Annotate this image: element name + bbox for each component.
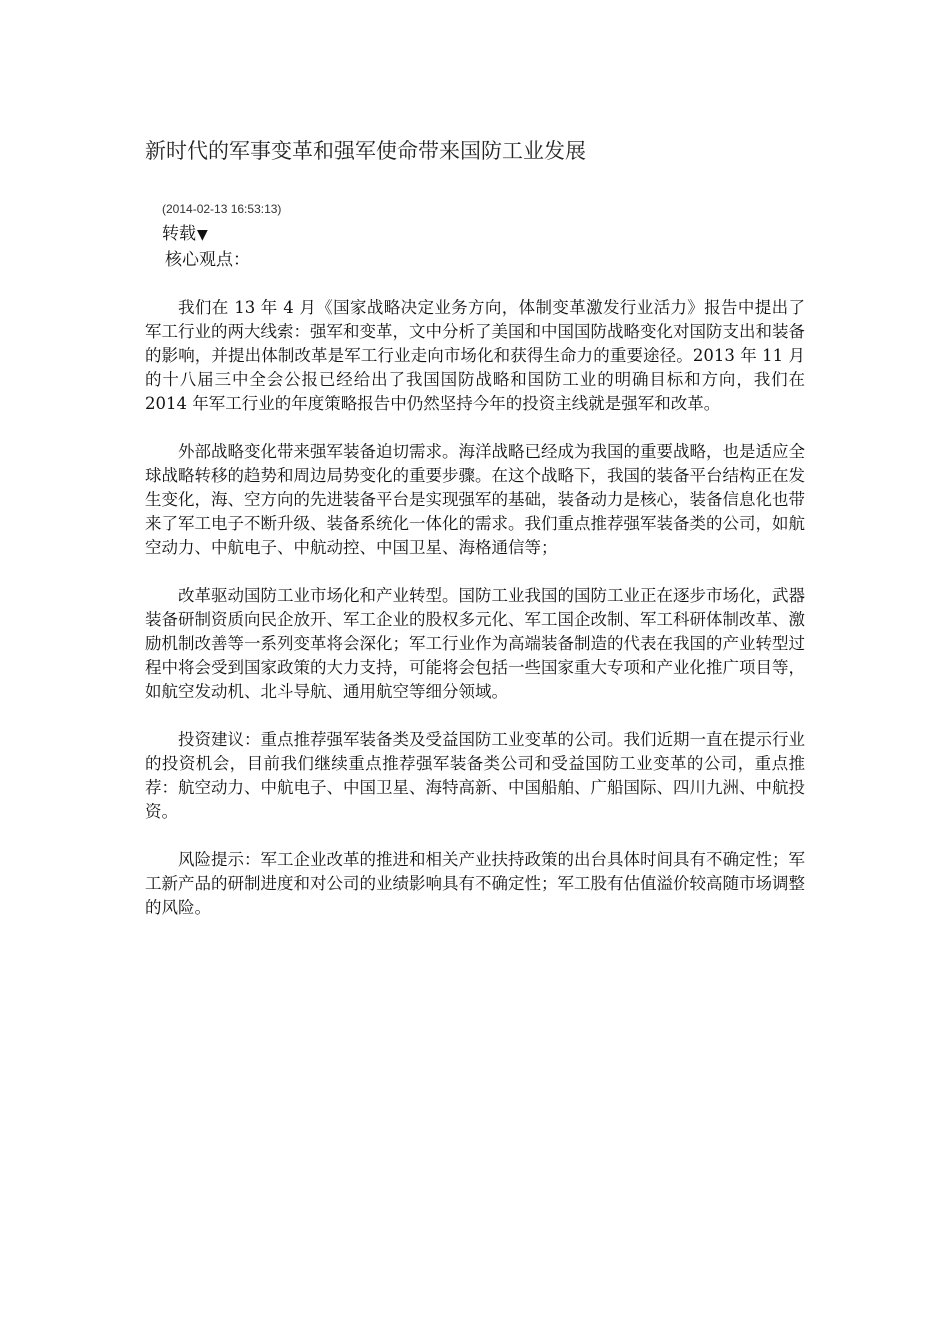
- article-title: 新时代的军事变革和强军使命带来国防工业发展: [145, 139, 586, 163]
- paragraph-reform: 改革驱动国防工业市场化和产业转型。国防工业我国的国防工业正在逐步市场化，武器装备研制资质向民企放开、军工企业的股权多元化、军工国企改制、军工科研体制改革、激励机制改善等一系列变革将会深化；军工行业作为高端装备制造的代表在我国的产业转型过程中将会受到国家政策的大力支持，可能将会包括一些国家重大专项和产业化推广项目等，如航空发动机、北斗导航、通用航空等细分领域。: [145, 586, 805, 701]
- repost-label: 转载: [162, 224, 196, 244]
- article-body: [145, 296, 805, 944]
- article-timestamp: (2014-02-13 16:53:13): [162, 202, 282, 216]
- core-viewpoint-label: 核心观点：: [165, 250, 250, 270]
- repost-toggle[interactable]: [162, 222, 208, 247]
- paragraph-strategy: 我们在 13 年 4 月《国家战略决定业务方向，体制变革激发行业活力》报告中提出了军工行业的两大线索：强军和变革，文中分析了美国和中国国防战略变化对国防支出和装备的影响，并提出体制改革是军工行业走向市场化和获得生命力的重要途径。2013 年 11 月的十八届三中全会公报已经给出了我国国防战略和国防工业的明确目标和方向，我们在 2014 年军工行业的年度策略报告中仍然坚持今年的投资主线就是强军和改革。: [145, 298, 805, 413]
- paragraph-risk-warning: 风险提示：军工企业改革的推进和相关产业扶持政策的出台具体时间具有不确定性；军工新产品的研制进度和对公司的业绩影响具有不确定性；军工股有估值溢价较高随市场调整的风险。: [145, 850, 805, 917]
- triangle-down-icon: ▼: [197, 227, 208, 243]
- paragraph-investment-advice: 投资建议：重点推荐强军装备类及受益国防工业变革的公司。我们近期一直在提示行业的投资机会，目前我们继续重点推荐强军装备类公司和受益国防工业变革的公司，重点推荐：航空动力、中航电子、中国卫星、海特高新、中国船舶、广船国际、四川九洲、中航投资。: [145, 730, 805, 821]
- paragraph-external-demand: 外部战略变化带来强军装备迫切需求。海洋战略已经成为我国的重要战略，也是适应全球战略转移的趋势和周边局势变化的重要步骤。在这个战略下，我国的装备平台结构正在发生变化，海、空方向的先进装备平台是实现强军的基础，装备动力是核心，装备信息化也带来了军工电子不断升级、装备系统化一体化的需求。我们重点推荐强军装备类的公司，如航空动力、中航电子、中航动控、中国卫星、海格通信等；: [145, 442, 805, 557]
